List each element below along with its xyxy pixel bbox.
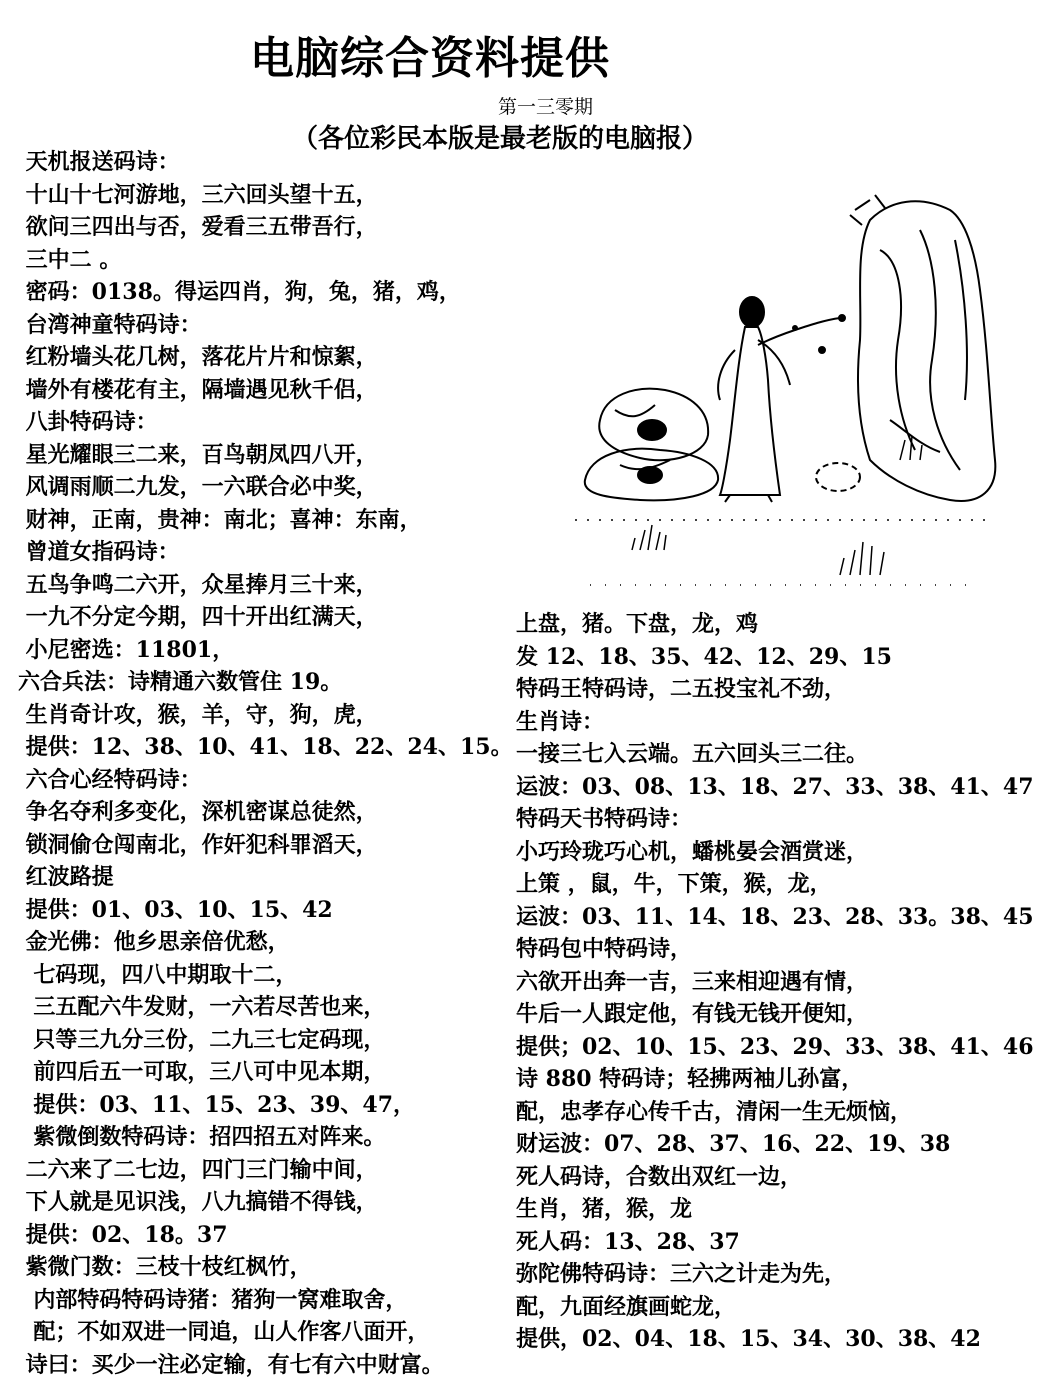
text-line: 提供：01、03、10、15、42: [18, 896, 333, 923]
text-line: 三五配六牛发财，一六若尽苦也来，: [18, 994, 386, 1020]
text-line: 七码现，四八中期取十二，: [18, 961, 298, 988]
text-line: 诗 880 特码诗；轻拂两袖儿孙富，: [516, 1066, 864, 1092]
right-column: [516, 608, 1036, 1356]
cliff-icon: [850, 195, 995, 501]
text-line: 提供：02、18。37: [18, 1221, 228, 1248]
text-line: 十山十七河游地，三六回头望十五，: [18, 181, 378, 208]
text-line: 六欲开出奔一吉，三来相迎遇有情，: [516, 968, 869, 995]
text-line: 提供：12、38、10、41、18、22、24、15。: [18, 734, 513, 760]
text-line: 上策 ，鼠，牛，下策，猴，龙，: [516, 871, 832, 897]
text-line: 墙外有楼花有主，隔墙遇见秋千侣，: [18, 376, 378, 403]
issue-number: 第一三零期: [498, 96, 594, 118]
text-line: 诗曰：买少一注必定输，有七有六中财富。: [18, 1351, 444, 1378]
text-line: 欲问三四出与否，爱看三五带吾行，: [18, 214, 378, 240]
ring-icon: [816, 463, 860, 491]
left-column: [18, 146, 513, 1381]
text-line: 八卦特码诗：: [18, 409, 158, 435]
text-line: 配，九面经旗画蛇龙，: [516, 1293, 737, 1320]
text-line: 上盘，猪。下盘，龙，鸡: [516, 611, 759, 637]
text-line: 锁洞偷仓闯南北，作奸犯科罪滔天，: [18, 831, 378, 858]
text-line: 红波路提: [18, 864, 114, 890]
text-line: 小巧玲珑巧心机，蟠桃晏会酒赏迷，: [516, 838, 869, 865]
ink-illustration: [570, 190, 1000, 600]
text-line: 财神，正南，贵神：南北；喜神：东南，: [18, 506, 422, 533]
page-title: 电脑综合资料提供: [250, 33, 610, 84]
text-line: 运波：03、08、13、18、27、33、38、41、47: [516, 773, 1034, 800]
text-line: 内部特码特码诗猪：猪狗一窝难取舍，: [18, 1286, 408, 1313]
text-line: 紫微门数：三枝十枝红枫竹，: [18, 1254, 312, 1280]
text-line: 二六来了二七边，四门三门输中间，: [18, 1156, 378, 1183]
text-line: 特码包中特码诗，: [516, 936, 693, 962]
text-line: 下人就是见识浅，八九搞错不得钱，: [18, 1189, 378, 1215]
text-line: 生肖，猪，猴，龙: [516, 1196, 693, 1222]
text-line: 密码：0138。得运四肖，狗，兔，猪，鸡，: [18, 279, 461, 305]
text-line: 五鸟争鸣二六开，众星捧月三十来，: [18, 571, 378, 598]
text-line: 配；不如双进一同追，山人作客八面开，: [18, 1319, 430, 1345]
text-line: 提供；02、10、15、23、29、33、38、41、46: [516, 1033, 1034, 1060]
text-line: 紫微倒数特码诗：招四招五对阵来。: [18, 1124, 386, 1150]
text-line: 红粉墙头花几树，落花片片和惊絮，: [18, 344, 378, 370]
text-line: 金光佛：他乡思亲倍优愁，: [18, 929, 290, 955]
text-line: 弥陀佛特码诗：三六之计走为先，: [516, 1261, 847, 1287]
text-line: 风调雨顺二九发，一六联合必中奖，: [18, 474, 378, 500]
text-line: 牛后一人跟定他，有钱无钱开便知，: [516, 1001, 869, 1027]
text-line: 三中二 。: [18, 246, 122, 273]
text-line: 一接三七入云端。五六回头三二往。: [516, 741, 869, 767]
text-line: 提供，02、04、18、15、34、30、38、42: [516, 1326, 981, 1352]
text-line: 特码王特码诗，二五投宝礼不劲，: [516, 676, 847, 702]
text-line: 死人码：13、28、37: [516, 1228, 740, 1255]
text-line: 生肖诗：: [516, 708, 605, 735]
subtitle: （各位彩民本版是最老版的电脑报）: [292, 124, 709, 154]
text-line: 台湾神童特码诗：: [18, 311, 202, 338]
text-line: 曾道女指码诗：: [18, 539, 180, 565]
text-line: 天机报送码诗：: [18, 149, 180, 175]
text-line: 提供：03、11、15、23、39、47，: [18, 1091, 416, 1118]
text-line: 六合心经特码诗：: [18, 766, 202, 793]
text-line: 一九不分定今期，四十开出红满天，: [18, 604, 378, 630]
text-line: 生肖奇计攻，猴，羊，守，狗，虎，: [18, 701, 378, 728]
text-line: 星光耀眼三二来，百鸟朝凤四八开，: [18, 441, 378, 468]
text-line: 前四后五一可取，三八可中见本期，: [18, 1059, 386, 1085]
text-line: 发 12、18、35、42、12、29、15: [516, 643, 892, 670]
text-line: 争名夺利多变化，深机密谋总徒然，: [18, 799, 378, 825]
figure-icon: [718, 297, 845, 502]
text-line: 死人码诗，合数出双红一边，: [516, 1163, 803, 1190]
text-line: 配，忠孝存心传千古，清闲一生无烦恼，: [516, 1098, 913, 1125]
rock-icon: [585, 389, 718, 501]
text-line: 特码天书特码诗：: [516, 806, 693, 832]
text-line: 财运波：07、28、37、16、22、19、38: [516, 1131, 951, 1157]
text-line: 只等三九分三份，二九三七定码现，: [18, 1026, 386, 1053]
text-line: 六合兵法：诗精通六数管住 19。: [18, 669, 343, 695]
text-line: 运波：03、11、14、18、23、28、33。38、45: [516, 903, 1034, 930]
text-line: 小尼密选：11801，: [18, 636, 235, 663]
